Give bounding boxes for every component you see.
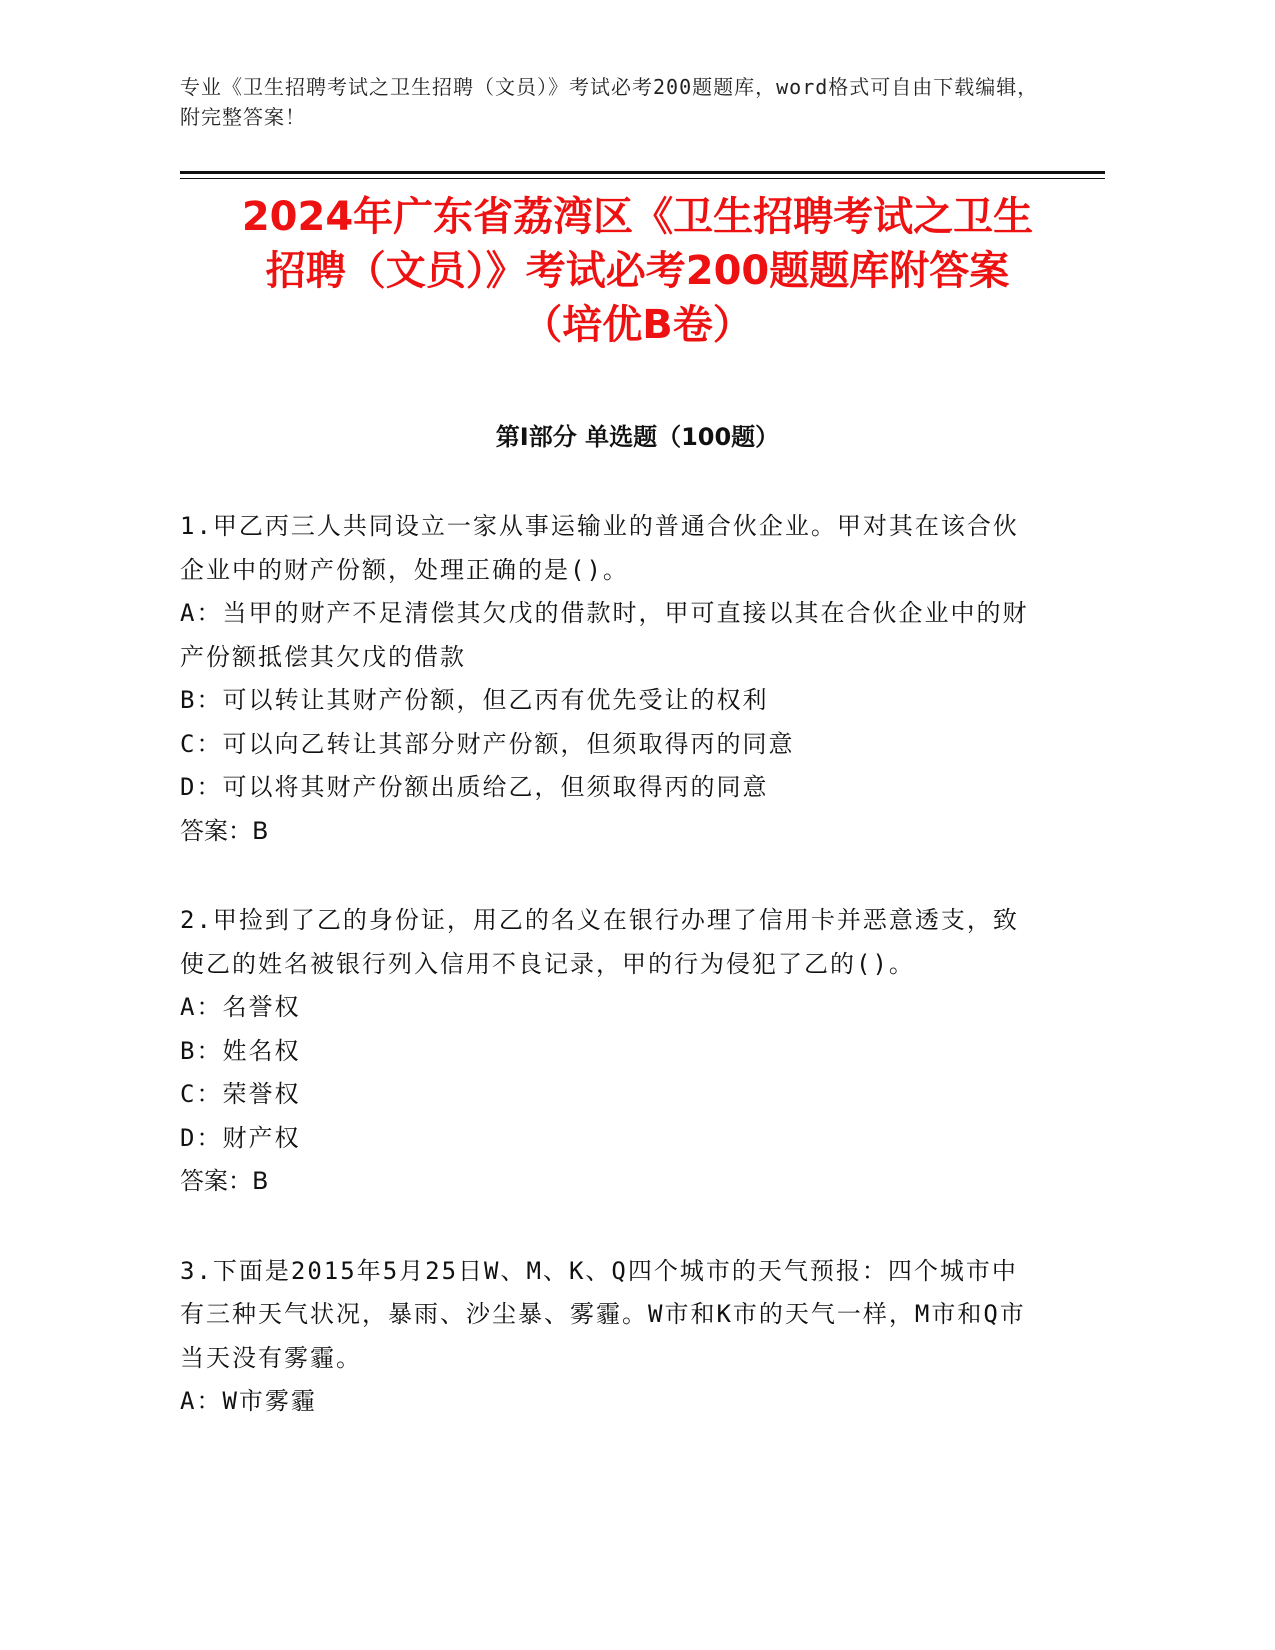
question-item [180,899,1040,1204]
question-item [180,1250,1040,1424]
question-list [180,505,1040,1470]
header-divider-thin [180,178,1105,179]
question-stem: 1.甲乙丙三人共同设立一家从事运输业的普通合伙企业。甲对其在该合伙企业中的财产份额，处理正确的是()。 [180,512,1019,584]
document-title [150,190,1125,352]
option-a: A：当甲的财产不足清偿其欠戊的借款时，甲可直接以其在合伙企业中的财产份额抵偿其欠戊的借款 [180,599,1029,671]
header-note: 专业《卫生招聘考试之卫生招聘（文员）》考试必考200题题库，word格式可自由下载编辑，附完整答案！ [180,75,1039,129]
section-heading: 第I部分 单选题（100题） [495,423,780,451]
option-a: A：W市雾霾 [180,1387,317,1415]
option-b: B：可以转让其财产份额，但乙丙有优先受让的权利 [180,686,769,714]
answer-line: 答案：B [180,816,269,845]
question-item [180,505,1040,853]
option-a: A：名誉权 [180,993,301,1021]
option-b: B：姓名权 [180,1036,301,1065]
option-d: D：可以将其财产份额出质给乙，但须取得丙的同意 [180,773,769,801]
answer-line: 答案：B [180,1167,269,1195]
option-d: D：财产权 [180,1123,301,1152]
question-stem: 2.甲捡到了乙的身份证，用乙的名义在银行办理了信用卡并恶意透支，致使乙的姓名被银行列入信用不良记录，甲的行为侵犯了乙的()。 [180,906,1019,978]
title-line-1: 2024年广东省荔湾区《卫生招聘考试之卫生 [241,194,1034,240]
title-line-3: （培优B卷） [522,302,753,348]
option-c: C：可以向乙转让其部分财产份额，但须取得丙的同意 [180,729,795,758]
title-line-2: 招聘（文员）》考试必考200题题库附答案 [265,248,1010,294]
header-divider-thick [180,171,1105,174]
option-c: C：荣誉权 [180,1080,301,1108]
question-stem: 3.下面是2015年5月25日W、M、K、Q四个城市的天气预报：四个城市中有三种天气状况，暴雨、沙尘暴、雾霾。W市和K市的天气一样，M市和Q市当天没有雾霾。 [180,1256,1026,1372]
